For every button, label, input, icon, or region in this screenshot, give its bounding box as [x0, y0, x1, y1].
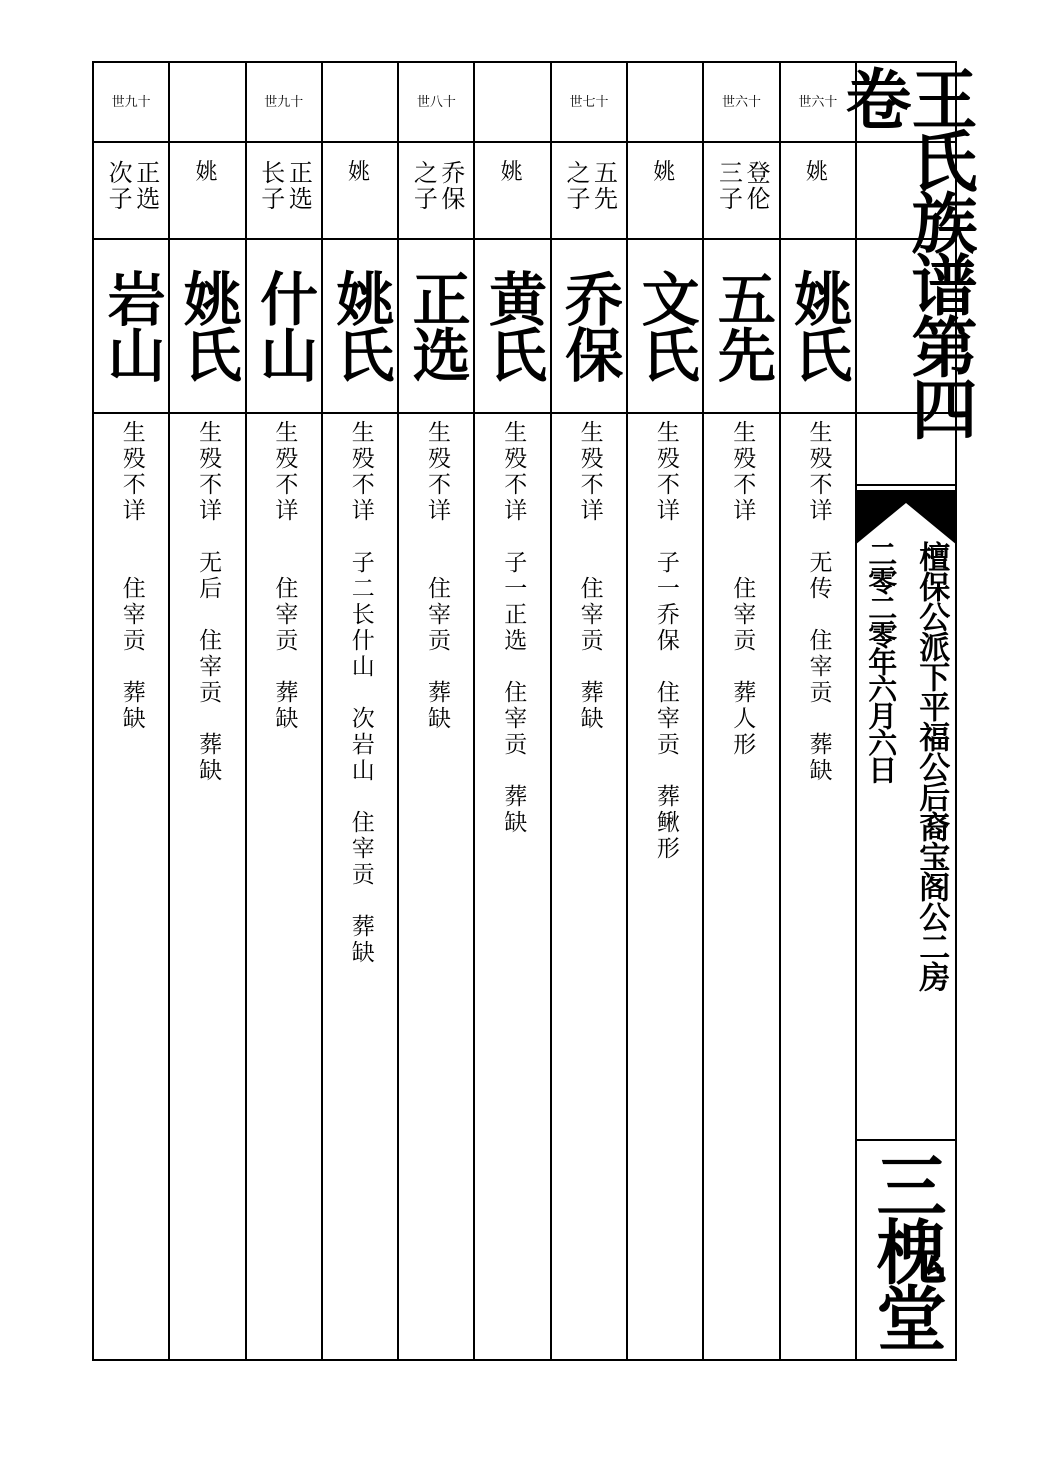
person-name: 岩山: [97, 269, 166, 381]
person-detail: 生殁不详 住宰贡 葬缺: [271, 420, 298, 732]
person-detail-cell: [781, 412, 855, 1359]
book-title: [834, 61, 978, 484]
person-name: 姚氏: [173, 269, 242, 381]
genealogy-column: [323, 63, 399, 1359]
relation-label-cell: [247, 141, 321, 238]
person-detail: 生殁不详 子一正选 住宰贡 葬缺: [500, 420, 527, 836]
person-name-cell: [170, 238, 244, 412]
generation-label: 世七十: [569, 94, 609, 110]
person-detail: 生殁不详 住宰贡 葬缺: [118, 420, 145, 732]
generation-label-cell: [94, 63, 168, 141]
person-detail: 生殁不详 无后 住宰贡 葬缺: [195, 420, 222, 784]
person-name-cell: [247, 238, 321, 412]
relation-label-cell: [323, 141, 397, 238]
title-divider: [855, 484, 957, 486]
generation-label-cell: [552, 63, 626, 141]
person-name: 黄氏: [478, 269, 547, 381]
generation-label-cell: [628, 63, 702, 141]
hall-divider: [855, 1139, 957, 1141]
generation-label: 世九十: [111, 94, 151, 110]
person-name-cell: [399, 238, 473, 412]
genealogy-column: [476, 63, 552, 1359]
generation-label: 世六十: [798, 94, 838, 110]
generation-label: 世六十: [722, 94, 762, 110]
generation-label-cell: [704, 63, 778, 141]
genealogy-column: [552, 63, 628, 1359]
relation-label: 姚: [653, 159, 678, 185]
person-detail-cell: [170, 412, 244, 1359]
row-divider: [94, 238, 955, 240]
branch-subtitle-text: 檀保公派下平福公后裔宝阁公二房: [913, 541, 950, 991]
person-name: 姚氏: [784, 269, 853, 381]
person-name-cell: [704, 238, 778, 412]
date-subtitle-text: 二零二零年六月六日: [864, 539, 899, 782]
person-name: 正选: [402, 269, 471, 381]
person-detail: 生殁不详 住宰贡 葬人形: [729, 420, 756, 758]
person-name-cell: [628, 238, 702, 412]
hall-name-text: 三槐堂: [865, 1150, 948, 1348]
generation-label-cell: [247, 63, 321, 141]
person-name-cell: [323, 238, 397, 412]
book-title-text: 王氏族谱第四卷: [834, 65, 978, 437]
hall-name: [855, 1144, 957, 1361]
relation-label-cell: [170, 141, 244, 238]
relation-label: 姚: [805, 159, 830, 185]
date-subtitle: [855, 539, 907, 879]
relation-label: 登伦三子: [714, 159, 771, 212]
person-detail-cell: [628, 412, 702, 1359]
generation-label: 世九十: [264, 94, 304, 110]
relation-label-cell: [399, 141, 473, 238]
row-divider: [94, 141, 955, 143]
genealogy-column: [704, 63, 780, 1359]
person-detail-cell: [476, 412, 550, 1359]
person-detail: 生殁不详 住宰贡 葬缺: [423, 420, 450, 732]
branch-subtitle: [905, 541, 957, 1081]
genealogy-frame: [92, 61, 957, 1361]
fishtail-ornament: [855, 491, 957, 545]
relation-label-cell: [704, 141, 778, 238]
person-detail-cell: [247, 412, 321, 1359]
person-name: 姚氏: [326, 269, 395, 381]
relation-label-cell: [476, 141, 550, 238]
row-divider: [94, 412, 955, 414]
person-name: 文氏: [631, 269, 700, 381]
person-detail-cell: [94, 412, 168, 1359]
relation-label: 正选长子: [256, 159, 313, 212]
relation-label: 姚: [500, 159, 525, 185]
relation-label: 正选次子: [104, 159, 160, 212]
person-name: 五先: [707, 269, 776, 381]
relation-label-cell: [94, 141, 168, 238]
person-detail-cell: [399, 412, 473, 1359]
relation-label-cell: [628, 141, 702, 238]
person-detail-cell: [323, 412, 397, 1359]
generation-label-cell: [476, 63, 550, 141]
relation-label: 五先之子: [561, 159, 618, 212]
genealogy-column: [247, 63, 323, 1359]
relation-label-cell: [552, 141, 626, 238]
person-detail: 生殁不详 子二长什山 次岩山 住宰贡 葬缺: [347, 420, 374, 966]
person-name-cell: [552, 238, 626, 412]
genealogy-column: [399, 63, 475, 1359]
generation-label: 世八十: [416, 94, 456, 110]
genealogy-column: [170, 63, 246, 1359]
relation-label: 乔保之子: [409, 159, 465, 212]
title-block: [834, 61, 978, 1361]
person-detail-cell: [552, 412, 626, 1359]
genealogy-column: [628, 63, 704, 1359]
person-name: 乔保: [555, 269, 624, 381]
generation-label-cell: [170, 63, 244, 141]
relation-label: 姚: [348, 159, 373, 185]
person-name-cell: [94, 238, 168, 412]
generation-label-cell: [399, 63, 473, 141]
person-detail: 生殁不详 无传 住宰贡 葬缺: [805, 420, 832, 784]
person-detail: 生殁不详 住宰贡 葬缺: [576, 420, 603, 732]
genealogy-column: [94, 63, 170, 1359]
person-name: 什山: [250, 269, 319, 381]
person-detail: 生殁不详 子一乔保 住宰贡 葬鳅形: [652, 420, 679, 862]
person-name-cell: [476, 238, 550, 412]
relation-label: 姚: [195, 159, 220, 185]
generation-label-cell: [323, 63, 397, 141]
person-detail-cell: [704, 412, 778, 1359]
